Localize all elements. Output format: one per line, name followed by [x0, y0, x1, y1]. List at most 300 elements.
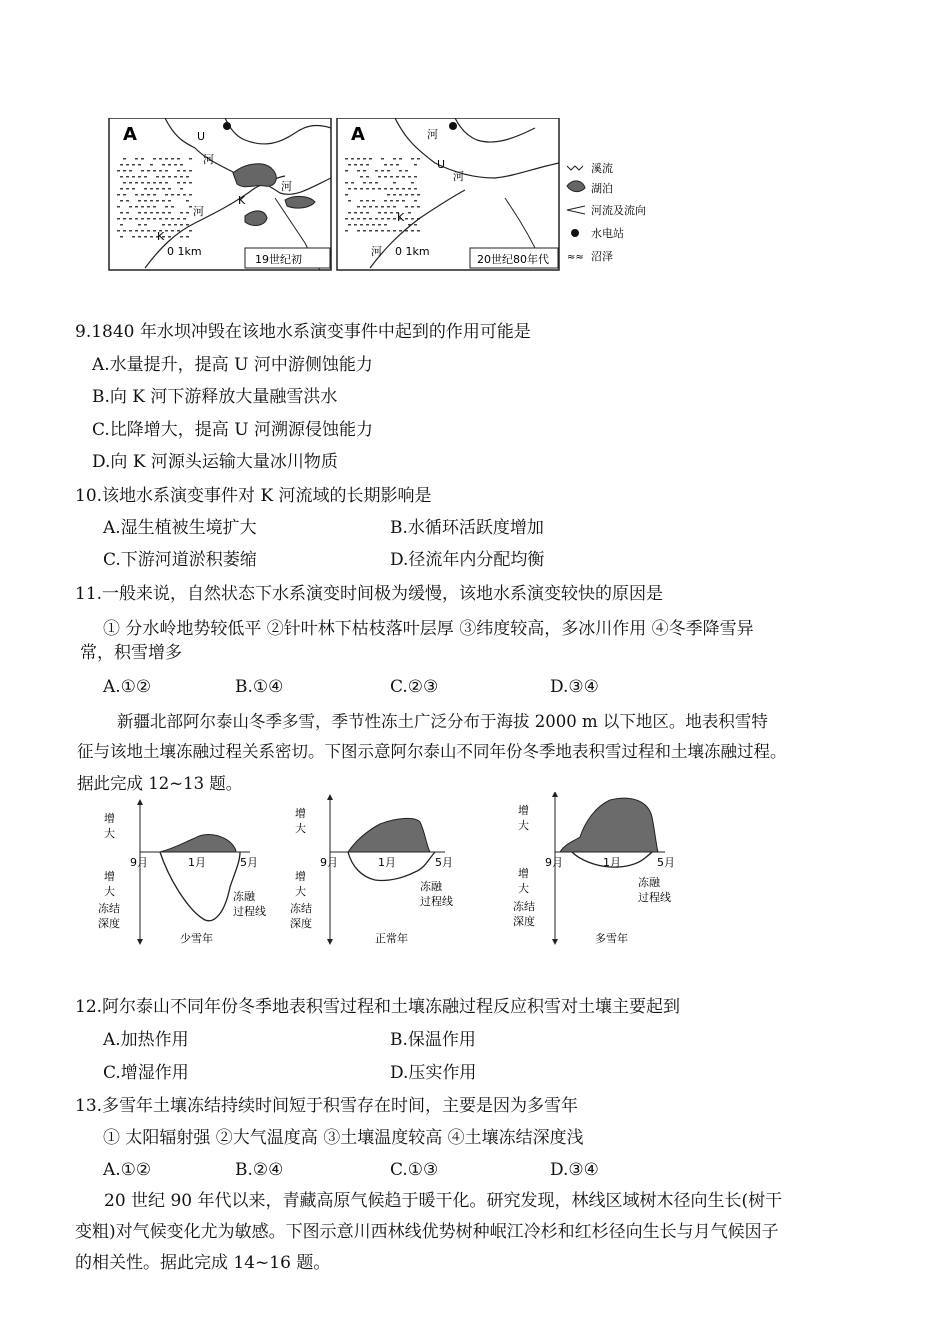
c1-curve1: 冻融 — [233, 890, 255, 903]
marsh-mark — [144, 212, 147, 214]
marsh-mark — [186, 176, 189, 178]
marsh-mark — [141, 158, 144, 160]
marsh-mark — [411, 230, 414, 232]
marsh-mark — [171, 158, 174, 160]
marsh-mark — [360, 212, 363, 214]
marsh-mark — [129, 206, 132, 208]
q12-stem: 12.阿尔泰山不同年份冬季地表积雪过程和土壤冻融过程反应积雪对土壤主要起到 — [75, 997, 681, 1017]
snow-area-2 — [348, 818, 430, 852]
marsh-mark — [171, 230, 174, 232]
marsh-mark — [174, 224, 177, 226]
marsh-mark — [141, 194, 144, 196]
marsh-mark — [378, 224, 381, 226]
marsh-mark — [366, 224, 369, 226]
marsh-mark — [393, 206, 396, 208]
marsh-mark — [387, 194, 390, 196]
marsh-mark — [168, 188, 171, 190]
marsh-mark — [399, 158, 402, 160]
marsh-mark — [393, 182, 396, 184]
c2-up-2: 大 — [295, 822, 306, 835]
marsh-mark — [390, 212, 393, 214]
marsh-mark — [390, 164, 393, 166]
marsh-mark — [177, 230, 180, 232]
marsh-mark — [369, 218, 372, 220]
map2-scale: 0 1km — [395, 245, 430, 258]
marsh-mark — [120, 176, 123, 178]
marsh-mark — [168, 212, 171, 214]
q11-option-b[interactable]: B.①④ — [235, 677, 284, 697]
marsh-mark — [393, 218, 396, 220]
marsh-mark — [369, 182, 372, 184]
marsh-mark — [393, 158, 396, 160]
c1-up-1: 增 — [104, 812, 115, 825]
marsh-mark — [144, 200, 147, 202]
marsh-mark — [153, 206, 156, 208]
marsh-mark — [147, 218, 150, 220]
c2-down-4: 深度 — [290, 917, 312, 930]
marsh-mark — [123, 230, 126, 232]
marsh-mark — [366, 164, 369, 166]
marsh-mark — [387, 230, 390, 232]
marsh-mark — [351, 218, 354, 220]
marsh-mark — [390, 176, 393, 178]
marsh-mark — [351, 158, 354, 160]
marsh-mark — [162, 164, 165, 166]
marsh-mark — [150, 188, 153, 190]
marsh-mark — [177, 182, 180, 184]
marsh-mark — [414, 164, 417, 166]
c1-curve2: 过程线 — [233, 905, 266, 918]
marsh-mark — [411, 194, 414, 196]
marsh-mark — [384, 224, 387, 226]
q12-option-a[interactable]: A.加热作用 — [103, 1030, 189, 1050]
marsh-mark — [411, 158, 414, 160]
marsh-mark — [177, 170, 180, 172]
marsh-mark — [162, 176, 165, 178]
q10-stem: 10.该地水系演变事件对 K 河流域的长期影响是 — [75, 486, 432, 506]
marsh-mark — [345, 218, 348, 220]
marsh-mark — [378, 176, 381, 178]
c1-may: 5月 — [240, 856, 258, 869]
marsh-mark — [168, 176, 171, 178]
marsh-mark — [174, 164, 177, 166]
marsh-mark — [147, 182, 150, 184]
marsh-mark — [411, 182, 414, 184]
c2-down-3: 冻结 — [290, 902, 312, 915]
map2-label-k: K — [397, 211, 405, 224]
c1-down-1: 增 — [104, 870, 115, 883]
passage2-line1: 新疆北部阿尔泰山冬季多雪，季节性冻土广泛分布于海拔 2000 m 以下地区。地表积雪特 — [117, 712, 768, 731]
marsh-mark — [393, 230, 396, 232]
marsh-legend-icon: ≈≈ — [567, 252, 584, 263]
passage2-line3: 据此完成 12~13 题。 — [77, 774, 243, 793]
marsh-mark — [120, 188, 123, 190]
marsh-mark — [132, 164, 135, 166]
marsh-mark — [381, 170, 384, 172]
map1-caption: 19世纪初 — [255, 253, 302, 266]
marsh-mark — [375, 218, 378, 220]
map-figure — [105, 118, 665, 273]
marsh-mark — [117, 170, 120, 172]
marsh-mark — [375, 230, 378, 232]
marsh-mark — [375, 182, 378, 184]
marsh-mark — [417, 230, 420, 232]
c2-curve2: 过程线 — [420, 895, 453, 908]
marsh-mark — [180, 236, 183, 238]
marsh-mark — [396, 176, 399, 178]
q9-option-b[interactable]: B.向 K 河下游释放大量融雪洪水 — [92, 387, 338, 407]
marsh-mark — [396, 188, 399, 190]
q11-option-c[interactable]: C.②③ — [390, 677, 439, 697]
marsh-mark — [372, 224, 375, 226]
c2-may: 5月 — [435, 856, 453, 869]
legend-lake: 湖泊 — [591, 182, 613, 195]
marsh-mark — [123, 218, 126, 220]
marsh-mark — [378, 188, 381, 190]
marsh-mark — [405, 218, 408, 220]
north-arrow-icon: A — [123, 124, 137, 145]
q13-option-b[interactable]: B.②④ — [235, 1160, 284, 1180]
q10-option-b[interactable]: B.水循环活跃度增加 — [390, 518, 544, 538]
q10-option-d[interactable]: D.径流年内分配均衡 — [390, 550, 545, 570]
marsh-mark — [348, 188, 351, 190]
marsh-mark — [357, 206, 360, 208]
marsh-mark — [186, 212, 189, 214]
marsh-mark — [396, 164, 399, 166]
c1-title: 少雪年 — [180, 932, 213, 945]
marsh-mark — [345, 194, 348, 196]
marsh-mark — [366, 212, 369, 214]
map2-hydro — [449, 122, 457, 130]
marsh-mark — [366, 188, 369, 190]
marsh-mark — [150, 164, 153, 166]
marsh-mark — [123, 158, 126, 160]
q10-option-a[interactable]: A.湿生植被生境扩大 — [103, 518, 257, 538]
marsh-mark — [144, 236, 147, 238]
marsh-mark — [138, 200, 141, 202]
marsh-mark — [162, 200, 165, 202]
marsh-mark — [165, 170, 168, 172]
marsh-mark — [189, 158, 192, 160]
marsh-mark — [120, 200, 123, 202]
marsh-mark — [123, 170, 126, 172]
marsh-mark — [171, 206, 174, 208]
marsh-mark — [117, 230, 120, 232]
q12-option-d[interactable]: D.压实作用 — [390, 1063, 477, 1083]
c2-curve1: 冻融 — [420, 880, 442, 893]
marsh-mark — [411, 206, 414, 208]
marsh-mark — [408, 188, 411, 190]
map2-caption: 20世纪80年代 — [477, 253, 549, 266]
q13-option-c[interactable]: C.①③ — [390, 1160, 439, 1180]
marsh-mark — [186, 236, 189, 238]
marsh-mark — [165, 218, 168, 220]
marsh-mark — [354, 164, 357, 166]
c2-down-1: 增 — [295, 870, 306, 883]
map2-label-he3: 河 — [371, 245, 382, 258]
marsh-mark — [150, 236, 153, 238]
c2-up-1: 增 — [295, 807, 306, 820]
marsh-mark — [354, 212, 357, 214]
marsh-mark — [156, 212, 159, 214]
marsh-mark — [153, 170, 156, 172]
q9-option-a[interactable]: A.水量提升，提高 U 河中游侧蚀能力 — [92, 355, 373, 375]
q9-option-d[interactable]: D.向 K 河源头运输大量冰川物质 — [92, 452, 338, 472]
marsh-mark — [141, 170, 144, 172]
marsh-mark — [378, 212, 381, 214]
marsh-mark — [156, 176, 159, 178]
marsh-mark — [357, 170, 360, 172]
c1-down-4: 深度 — [98, 917, 120, 930]
marsh-mark — [153, 218, 156, 220]
marsh-mark — [399, 170, 402, 172]
marsh-mark — [156, 188, 159, 190]
map1-marsh-area — [117, 158, 192, 238]
marsh-mark — [393, 194, 396, 196]
map1-label-he2: 河 — [281, 180, 292, 193]
marsh-mark — [165, 182, 168, 184]
marsh-mark — [147, 206, 150, 208]
c3-curve1: 冻融 — [638, 876, 660, 889]
map-svg — [105, 118, 665, 273]
map2-label-he2: 河 — [453, 170, 464, 183]
marsh-mark — [189, 230, 192, 232]
marsh-mark — [384, 188, 387, 190]
marsh-mark — [159, 218, 162, 220]
marsh-mark — [126, 164, 129, 166]
marsh-mark — [372, 200, 375, 202]
marsh-mark — [180, 164, 183, 166]
marsh-mark — [408, 176, 411, 178]
passage3-line3: 的相关性。据此完成 14~16 题。 — [75, 1253, 331, 1273]
marsh-mark — [183, 170, 186, 172]
q13-items: ① 太阳辐射强 ②大气温度高 ③土壤温度较高 ④土壤冻结深度浅 — [103, 1128, 584, 1148]
marsh-mark — [369, 230, 372, 232]
marsh-mark — [147, 230, 150, 232]
marsh-mark — [162, 212, 165, 214]
marsh-mark — [345, 230, 348, 232]
marsh-mark — [150, 200, 153, 202]
q12-option-c[interactable]: C.增湿作用 — [103, 1063, 189, 1083]
q9-option-c[interactable]: C.比降增大，提高 U 河溯源侵蚀能力 — [92, 420, 373, 440]
marsh-mark — [186, 224, 189, 226]
marsh-mark — [141, 206, 144, 208]
marsh-mark — [405, 170, 408, 172]
marsh-mark — [408, 212, 411, 214]
marsh-mark — [120, 212, 123, 214]
c3-down-3: 冻结 — [513, 900, 535, 913]
marsh-mark — [144, 224, 147, 226]
marsh-mark — [363, 218, 366, 220]
marsh-mark — [159, 170, 162, 172]
marsh-mark — [375, 206, 378, 208]
marsh-mark — [135, 230, 138, 232]
marsh-mark — [120, 236, 123, 238]
map1-lake3 — [285, 196, 315, 208]
marsh-mark — [162, 224, 165, 226]
marsh-mark — [135, 182, 138, 184]
marsh-mark — [129, 182, 132, 184]
marsh-mark — [120, 164, 123, 166]
c2-jan: 1月 — [378, 856, 396, 869]
passage3-line1: 20 世纪 90 年代以来，青藏高原气候趋于暖干化。研究发现，林线区域树木径向生长(树干 — [104, 1191, 783, 1211]
c3-title: 多雪年 — [595, 932, 628, 945]
map2-river-2 — [455, 118, 535, 142]
marsh-mark — [138, 224, 141, 226]
marsh-mark — [180, 224, 183, 226]
c3-down-1: 增 — [518, 867, 529, 880]
marsh-mark — [186, 200, 189, 202]
map1-river-2 — [225, 118, 331, 144]
map2-marsh-area — [345, 158, 420, 232]
marsh-mark — [189, 206, 192, 208]
marsh-mark — [180, 188, 183, 190]
marsh-mark — [366, 176, 369, 178]
map1-label-k2: K — [157, 230, 165, 243]
stream-legend-icon — [567, 166, 583, 170]
marsh-mark — [129, 218, 132, 220]
river-legend-icon — [567, 206, 585, 214]
marsh-mark — [153, 182, 156, 184]
c1-down-3: 冻结 — [98, 902, 120, 915]
marsh-mark — [165, 158, 168, 160]
marsh-mark — [363, 158, 366, 160]
q11-option-a[interactable]: A.①② — [103, 677, 152, 697]
frost-charts — [90, 792, 710, 952]
marsh-mark — [180, 176, 183, 178]
marsh-mark — [153, 158, 156, 160]
marsh-mark — [357, 230, 360, 232]
chart-few-snow — [98, 802, 266, 945]
marsh-mark — [132, 176, 135, 178]
marsh-mark — [387, 218, 390, 220]
snow-area-3 — [560, 798, 658, 852]
marsh-mark — [402, 200, 405, 202]
map1-label-k1: K — [238, 194, 246, 207]
q11-option-d[interactable]: D.③④ — [550, 677, 599, 697]
marsh-mark — [189, 170, 192, 172]
marsh-mark — [405, 194, 408, 196]
marsh-mark — [171, 194, 174, 196]
marsh-mark — [363, 206, 366, 208]
marsh-mark — [144, 188, 147, 190]
marsh-mark — [357, 218, 360, 220]
marsh-mark — [177, 194, 180, 196]
marsh-mark — [126, 188, 129, 190]
map1-label-he1: 河 — [203, 153, 214, 166]
marsh-mark — [129, 230, 132, 232]
chart-heavy-snow — [513, 794, 675, 945]
marsh-mark — [387, 206, 390, 208]
marsh-mark — [360, 224, 363, 226]
marsh-mark — [117, 218, 120, 220]
marsh-mark — [123, 194, 126, 196]
marsh-mark — [141, 230, 144, 232]
marsh-mark — [162, 188, 165, 190]
marsh-mark — [372, 188, 375, 190]
marsh-mark — [360, 188, 363, 190]
marsh-mark — [117, 194, 120, 196]
marsh-mark — [177, 218, 180, 220]
marsh-mark — [354, 188, 357, 190]
north-arrow-icon-2: A — [351, 124, 365, 145]
marsh-mark — [183, 182, 186, 184]
marsh-mark — [348, 164, 351, 166]
q11-stem: 11.一般来说，自然状态下水系演变时间极为缓慢，该地水系演变较快的原因是 — [75, 584, 664, 604]
c2-down-2: 大 — [295, 885, 306, 898]
c3-jan: 1月 — [603, 856, 621, 869]
map1-lake2 — [245, 211, 267, 226]
marsh-mark — [165, 194, 168, 196]
marsh-mark — [414, 224, 417, 226]
marsh-mark — [165, 206, 168, 208]
q11-items-line1: ① 分水岭地势较低平 ②针叶林下枯枝落叶层厚 ③纬度较高，多冰川作用 ④冬季降雪异 — [103, 619, 754, 639]
marsh-mark — [363, 182, 366, 184]
marsh-mark — [168, 236, 171, 238]
marsh-mark — [360, 176, 363, 178]
marsh-mark — [390, 188, 393, 190]
marsh-mark — [150, 212, 153, 214]
marsh-mark — [168, 164, 171, 166]
q13-option-a[interactable]: A.①② — [103, 1160, 152, 1180]
marsh-mark — [156, 200, 159, 202]
map-legend — [567, 161, 646, 263]
marsh-mark — [138, 212, 141, 214]
marsh-mark — [369, 206, 372, 208]
marsh-mark — [384, 164, 387, 166]
marsh-mark — [165, 230, 168, 232]
marsh-mark — [171, 218, 174, 220]
hydro-legend-icon — [571, 229, 579, 237]
marsh-mark — [375, 170, 378, 172]
c2-sep: 9月 — [320, 856, 338, 869]
map1-lake1 — [233, 164, 276, 187]
marsh-mark — [414, 176, 417, 178]
marsh-mark — [135, 194, 138, 196]
marsh-mark — [120, 224, 123, 226]
marsh-mark — [360, 200, 363, 202]
marsh-mark — [381, 158, 384, 160]
marsh-mark — [414, 200, 417, 202]
c3-up-1: 增 — [518, 804, 529, 817]
q12-option-b[interactable]: B.保温作用 — [390, 1030, 476, 1050]
marsh-mark — [126, 176, 129, 178]
marsh-mark — [354, 224, 357, 226]
marsh-mark — [384, 212, 387, 214]
marsh-mark — [402, 188, 405, 190]
marsh-mark — [168, 224, 171, 226]
legend-hydro: 水电站 — [591, 227, 624, 240]
marsh-mark — [363, 230, 366, 232]
marsh-mark — [384, 200, 387, 202]
c3-up-2: 大 — [518, 819, 529, 832]
marsh-mark — [174, 176, 177, 178]
marsh-mark — [345, 182, 348, 184]
c3-curve2: 过程线 — [638, 891, 671, 904]
marsh-mark — [168, 200, 171, 202]
c3-may: 5月 — [657, 856, 675, 869]
marsh-mark — [153, 194, 156, 196]
q13-option-d[interactable]: D.③④ — [550, 1160, 599, 1180]
map2-river-3 — [505, 198, 535, 248]
marsh-mark — [384, 176, 387, 178]
marsh-mark — [360, 164, 363, 166]
map2-label-u: U — [437, 158, 446, 171]
marsh-mark — [405, 206, 408, 208]
marsh-mark — [138, 236, 141, 238]
q10-option-c[interactable]: C.下游河道淤积萎缩 — [103, 550, 257, 570]
c2-title: 正常年 — [375, 932, 408, 945]
